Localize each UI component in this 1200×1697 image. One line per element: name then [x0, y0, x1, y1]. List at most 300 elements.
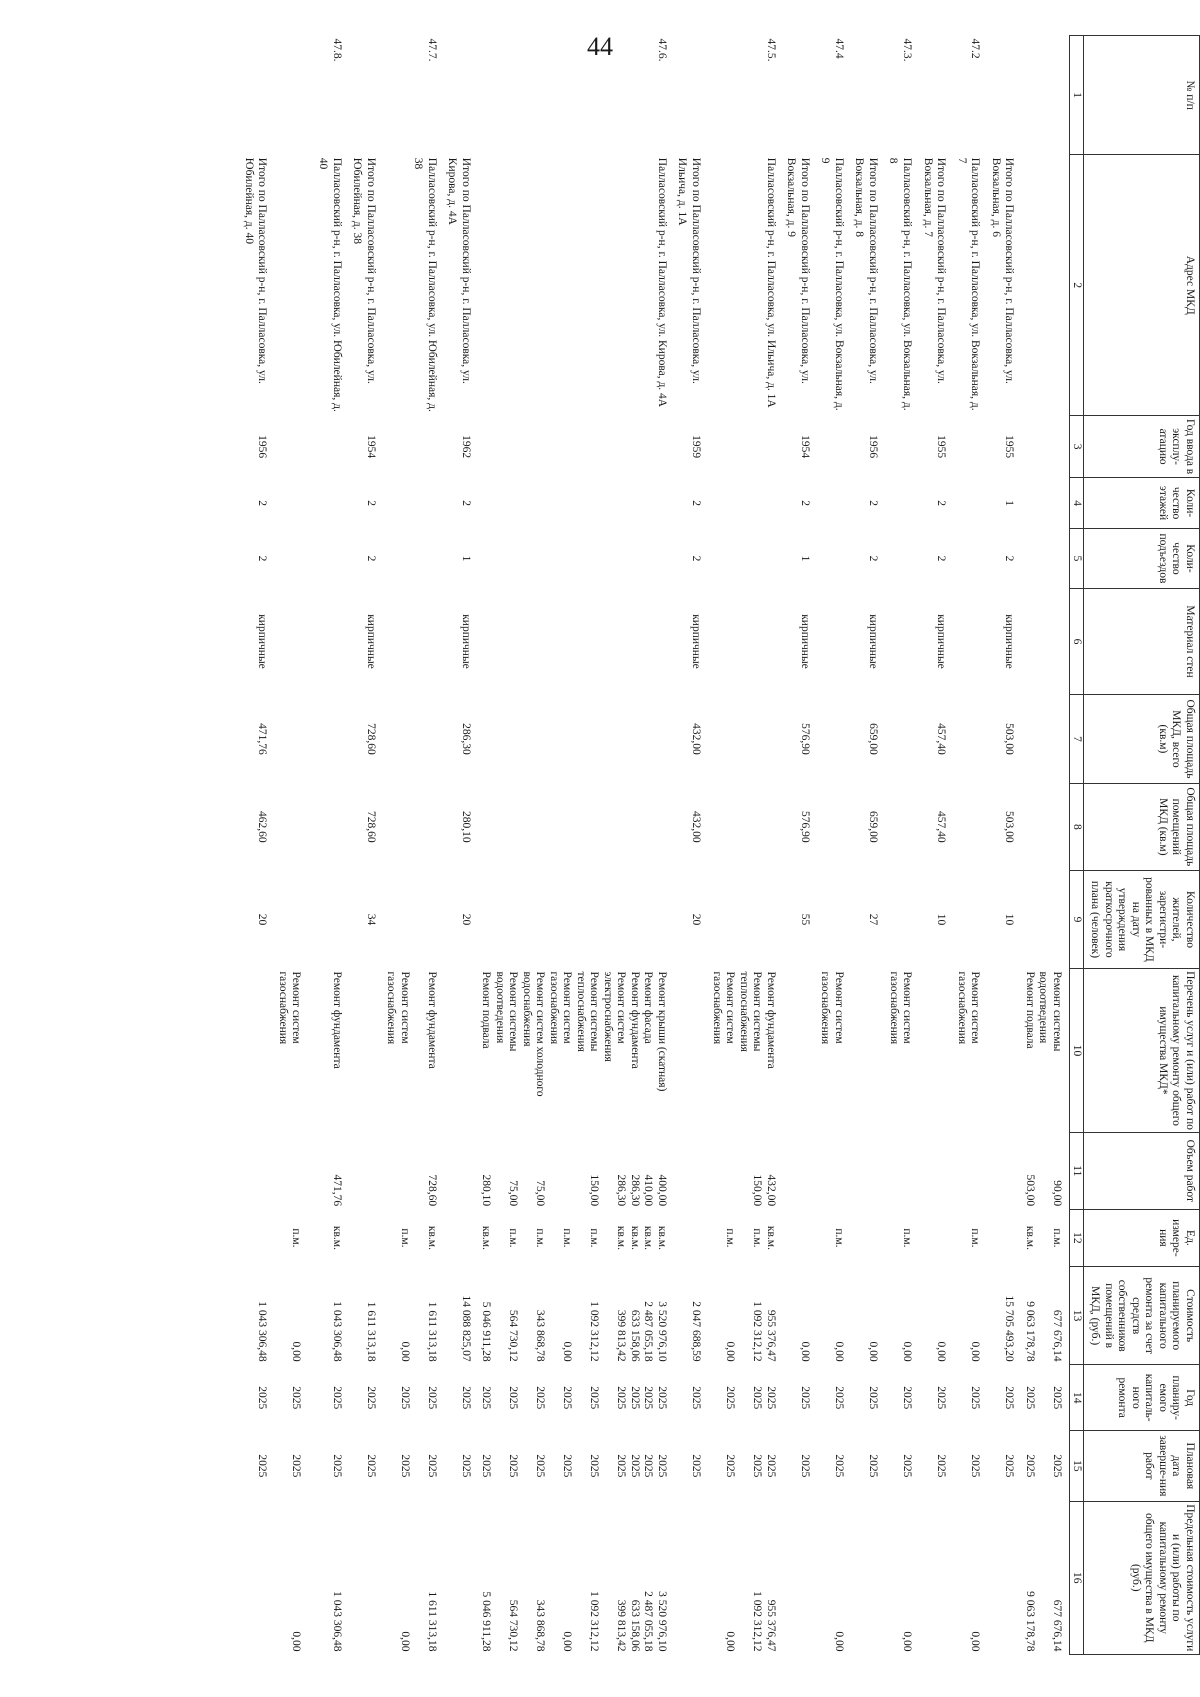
- header-cell: Общая площадь помещений МКД (кв.м): [1084, 783, 1200, 870]
- year-value: 2025: [588, 1386, 601, 1410]
- volume-list: [708, 1132, 783, 1209]
- unit-value: кв.м.: [425, 1225, 438, 1250]
- total-area: 503,00: [1003, 723, 1016, 755]
- plan-value: [302, 1434, 316, 1498]
- entrances-count: 1: [459, 555, 472, 562]
- header-cell: Количество жителей, зарегистри-рованных в МКД на дату утверждения краткосрочного плана (человек): [1084, 870, 1200, 968]
- work-item: Ремонт крыши (скатная): [655, 971, 668, 1092]
- row-number: 47.8.: [330, 38, 343, 62]
- volume-value: 150,00: [588, 1174, 601, 1207]
- total-row: [349, 36, 383, 1655]
- cost-value: 399 813,42: [615, 1309, 628, 1362]
- work-item: водоотведения: [1037, 971, 1050, 1044]
- repair-year: 2025: [1003, 1386, 1016, 1410]
- works-list: [274, 968, 349, 1132]
- year-value: [492, 1368, 506, 1428]
- year-value: 2025: [751, 1386, 764, 1410]
- volume-list: [274, 1132, 349, 1209]
- cost-value: 955 376,47: [764, 1309, 777, 1362]
- plan-value: 2025: [330, 1454, 343, 1478]
- unit-value: п.м.: [398, 1228, 411, 1248]
- entrances-count: 2: [866, 555, 879, 562]
- year-value: [302, 1368, 316, 1428]
- plan-value: 2025: [751, 1454, 764, 1478]
- year-value: 2025: [724, 1386, 737, 1410]
- volume-value: 410,00: [642, 1174, 655, 1207]
- year-value: 2025: [1023, 1386, 1036, 1410]
- floors-count: 2: [364, 500, 377, 506]
- limit-cost-list: [1021, 1501, 1069, 1655]
- planned-date: 2025: [935, 1454, 948, 1478]
- cost-value: [573, 1270, 587, 1362]
- volume-value: 75,00: [534, 1180, 547, 1207]
- row-number: 47.3.: [901, 38, 914, 62]
- header-cell: Стоимость планируемого капитального ремонта за счет средств собственников помещений в МКД, (руб.): [1084, 1267, 1200, 1365]
- total-label: Итого по Палласовский р-н, г. Палласовка, ул. Вокзальная, д. 7: [921, 157, 948, 384]
- commission-year: 1954: [364, 435, 377, 459]
- column-number: 12: [1069, 1209, 1084, 1267]
- repair-year-list: [478, 1365, 674, 1431]
- plan-value: 2025: [628, 1454, 641, 1478]
- cost-value: 9 063 178,78: [1023, 1301, 1036, 1362]
- year-value: 2025: [642, 1386, 655, 1410]
- unit-value: п.м.: [969, 1228, 982, 1248]
- unit-value: [736, 1212, 750, 1264]
- year-value: 2025: [655, 1386, 668, 1410]
- row-address: [1021, 155, 1069, 416]
- cost-value: 0,00: [969, 1341, 982, 1362]
- year-value: 2025: [615, 1386, 628, 1410]
- column-number: 16: [1069, 1501, 1084, 1655]
- unit-value: кв.м.: [330, 1225, 343, 1250]
- cost-value: [316, 1270, 330, 1362]
- premises-area: 728,60: [364, 811, 377, 843]
- work-item: водоснабжения: [520, 971, 533, 1047]
- cost-list: [478, 1267, 674, 1365]
- column-number-row: [1069, 36, 1084, 1655]
- commission-year: 1955: [935, 435, 948, 459]
- header-cell: Год ввода в эксплу-атацию: [1084, 416, 1200, 478]
- limit-value: 1 611 313,18: [425, 1591, 438, 1652]
- unit-value: п.м.: [832, 1228, 845, 1248]
- limit-value: 633 158,06: [628, 1599, 641, 1652]
- plan-value: 2025: [398, 1454, 411, 1478]
- total-cost: 0,00: [866, 1341, 879, 1362]
- header-cell: Ед. измере-ния: [1084, 1209, 1200, 1267]
- residents-count: 20: [690, 913, 703, 926]
- planned-date-list: [274, 1431, 349, 1501]
- limit-cost-list: [274, 1501, 349, 1655]
- year-value: 2025: [561, 1386, 574, 1410]
- planned-date-list: [478, 1431, 674, 1501]
- wall-material: кирпичные: [935, 614, 948, 669]
- plan-value: 2025: [764, 1454, 777, 1478]
- wall-material: кирпичные: [866, 614, 879, 669]
- unit-value: [600, 1212, 614, 1264]
- plan-value: 2025: [642, 1454, 655, 1478]
- cost-value: 1 611 313,18: [425, 1301, 438, 1362]
- plan-value: 2025: [290, 1454, 303, 1478]
- table-row: [953, 36, 987, 1655]
- table-row: [1021, 36, 1069, 1655]
- cost-value: 633 158,06: [628, 1309, 641, 1362]
- limit-value: 1 092 312,12: [751, 1591, 764, 1652]
- work-item: [302, 971, 316, 1129]
- unit-value: [1036, 1212, 1050, 1264]
- repair-year: 2025: [256, 1386, 269, 1410]
- work-item: Ремонт систем: [724, 971, 737, 1044]
- total-area: 286,30: [459, 723, 472, 755]
- cost-list: [953, 1267, 987, 1365]
- cost-list: [1021, 1267, 1069, 1365]
- repair-year-list: [708, 1365, 783, 1431]
- commission-year: 1959: [690, 435, 703, 459]
- wall-material: кирпичные: [1003, 614, 1016, 669]
- limit-value: 0,00: [398, 1631, 411, 1652]
- limit-value: 2 487 055,18: [642, 1591, 655, 1652]
- year-value: 2025: [330, 1386, 343, 1410]
- volume-value: 150,00: [751, 1174, 764, 1207]
- unit-list: [383, 1209, 444, 1267]
- planned-date: 2025: [459, 1454, 472, 1478]
- plan-value: 2025: [425, 1454, 438, 1478]
- planned-date: 2025: [256, 1454, 269, 1478]
- year-value: 2025: [1050, 1386, 1063, 1410]
- limit-value: 1 043 306,48: [330, 1591, 343, 1652]
- cost-value: 0,00: [724, 1341, 737, 1362]
- volume-list: [1021, 1132, 1069, 1209]
- total-row: [240, 36, 274, 1655]
- planned-date: 2025: [866, 1454, 879, 1478]
- column-number: 14: [1069, 1365, 1084, 1431]
- plan-value: 2025: [561, 1454, 574, 1478]
- repair-year-list: [383, 1365, 444, 1431]
- work-item: газоснабжения: [710, 971, 723, 1045]
- total-row: [919, 36, 953, 1655]
- volume-value: 75,00: [507, 1180, 520, 1207]
- work-item: Ремонт фундамента: [425, 971, 438, 1069]
- total-cost: 1 611 313,18: [364, 1301, 377, 1362]
- unit-value: п.м.: [751, 1228, 764, 1248]
- table-row: [274, 36, 349, 1655]
- year-value: [736, 1368, 750, 1428]
- wall-material: кирпичные: [256, 614, 269, 669]
- cost-value: [492, 1270, 506, 1362]
- total-row: [851, 36, 885, 1655]
- unit-value: кв.м.: [655, 1225, 668, 1250]
- year-value: [573, 1368, 587, 1428]
- volume-value: [573, 1135, 587, 1206]
- rotated-table-container: [70, 35, 1200, 1655]
- planned-date: 2025: [901, 1454, 914, 1478]
- planned-date-list: [383, 1431, 444, 1501]
- entrances-count: 2: [690, 555, 703, 562]
- limit-value: 0,00: [724, 1631, 737, 1652]
- premises-area: 659,00: [866, 811, 879, 843]
- plan-value: [1036, 1434, 1050, 1498]
- cost-value: [600, 1270, 614, 1362]
- floors-count: 2: [866, 500, 879, 506]
- work-item: Ремонт системы: [751, 971, 764, 1052]
- volume-value: [1036, 1135, 1050, 1206]
- row-number: 47.7.: [425, 38, 438, 62]
- entrances-count: 2: [1003, 555, 1016, 562]
- row-number: [1021, 36, 1069, 155]
- commission-year: 1956: [866, 435, 879, 459]
- unit-list: [708, 1209, 783, 1267]
- planned-date: 2025: [364, 1454, 377, 1478]
- unit-value: п.м.: [534, 1228, 547, 1248]
- plan-value: [492, 1434, 506, 1498]
- planned-date: 2025: [969, 1454, 982, 1478]
- work-item: Ремонт систем: [969, 971, 982, 1044]
- unit-value: п.м.: [901, 1228, 914, 1248]
- limit-value: [573, 1504, 587, 1652]
- cost-value: 1 092 312,12: [751, 1301, 764, 1362]
- limit-cost-list: [708, 1501, 783, 1655]
- total-row: [783, 36, 817, 1655]
- wall-material: кирпичные: [364, 614, 377, 669]
- plan-value: 2025: [724, 1454, 737, 1478]
- table-row: [817, 36, 851, 1655]
- year-value: [600, 1368, 614, 1428]
- repair-year-list: [1021, 1365, 1069, 1431]
- total-label: Итого по Палласовский р-н, г. Палласовка, ул. Вокзальная, д. 6: [989, 157, 1016, 384]
- limit-cost: 0,00: [832, 1631, 845, 1652]
- total-cost: 1 043 306,48: [256, 1301, 269, 1362]
- total-cost: 14 088 825,07: [459, 1295, 472, 1362]
- total-label: Итого по Палласовский р-н, г. Палласовка, ул. Ильича, д. 1А: [676, 157, 703, 384]
- total-label: Итого по Палласовский р-н, г. Палласовка, ул. Кирова, д. 4А: [446, 157, 472, 384]
- total-label: Итого по Палласовский р-н, г. Палласовка, ул. Вокзальная, д. 8: [853, 157, 879, 384]
- capital-repair-table: [240, 35, 1200, 1655]
- limit-value: 5 046 911,28: [480, 1591, 493, 1652]
- column-number: 4: [1069, 478, 1084, 529]
- total-row: [674, 36, 708, 1655]
- work-item: электроснабжения: [601, 971, 614, 1062]
- planned-date: 2025: [798, 1454, 811, 1478]
- cost-value: 2 487 055,18: [642, 1301, 655, 1362]
- cost-value: [411, 1270, 425, 1362]
- unit-value: кв.м.: [628, 1225, 641, 1250]
- year-value: 2025: [425, 1386, 438, 1410]
- cost-value: [546, 1270, 560, 1362]
- commission-year: 1956: [256, 435, 269, 459]
- year-value: 2025: [534, 1386, 547, 1410]
- works-list: [817, 968, 851, 1132]
- volume-value: [519, 1135, 533, 1206]
- cost-value: 1 092 312,12: [588, 1301, 601, 1362]
- header-cell: Адрес МКД: [1084, 155, 1200, 416]
- residents-count: 20: [459, 913, 472, 926]
- work-item: Ремонт фундамента: [628, 971, 641, 1069]
- unit-list: [478, 1209, 674, 1267]
- year-value: [1036, 1368, 1050, 1428]
- floors-count: 2: [256, 500, 269, 506]
- year-value: 2025: [480, 1386, 493, 1410]
- limit-value: [316, 1504, 330, 1652]
- unit-value: [302, 1212, 316, 1264]
- header-cell: Коли-чество подъездов: [1084, 529, 1200, 589]
- cost-value: 0,00: [901, 1341, 914, 1362]
- unit-value: п.м.: [507, 1228, 520, 1248]
- work-item: Ремонт систем: [290, 971, 303, 1044]
- repair-year: 2025: [364, 1386, 377, 1410]
- header-cell: Общая площадь МКД, всего (кв.м): [1084, 695, 1200, 783]
- row-address: Палласовский р-н, г. Палласовка, ул. Кирова, д. 4А: [655, 157, 668, 408]
- volume-value: [492, 1135, 506, 1206]
- unit-value: п.м.: [724, 1228, 737, 1248]
- work-item: Ремонт систем: [901, 971, 914, 1044]
- limit-value: 677 676,14: [1050, 1599, 1063, 1652]
- entrances-count: 1: [798, 555, 811, 562]
- work-item: газоснабжения: [276, 971, 289, 1045]
- row-address: Палласовский р-н, г. Палласовка, ул. Вокзальная, д. 7: [955, 157, 982, 411]
- works-list: [478, 968, 674, 1132]
- plan-value: [519, 1434, 533, 1498]
- unit-value: [411, 1212, 425, 1264]
- unit-value: кв.м.: [1023, 1225, 1036, 1250]
- limit-value: [411, 1504, 425, 1652]
- work-item: газоснабжения: [955, 971, 968, 1045]
- cost-list: [274, 1267, 349, 1365]
- unit-value: кв.м.: [764, 1225, 777, 1250]
- work-item: Ремонт систем: [561, 971, 574, 1044]
- plan-value: [736, 1434, 750, 1498]
- column-number: 5: [1069, 529, 1084, 589]
- work-item: Ремонт фундамента: [330, 971, 343, 1069]
- plan-value: 2025: [1050, 1454, 1063, 1478]
- limit-value: 564 730,12: [507, 1599, 520, 1652]
- cost-value: [519, 1270, 533, 1362]
- volume-value: [560, 1135, 574, 1206]
- year-value: [411, 1368, 425, 1428]
- unit-value: [519, 1212, 533, 1264]
- cost-value: 1 043 306,48: [330, 1301, 343, 1362]
- planned-date: 2025: [690, 1454, 703, 1478]
- cost-value: 343 868,78: [534, 1309, 547, 1362]
- column-number: 9: [1069, 870, 1084, 968]
- cost-value: 0,00: [290, 1341, 303, 1362]
- limit-value: 343 868,78: [534, 1599, 547, 1652]
- unit-value: [492, 1212, 506, 1264]
- cost-list: [817, 1267, 851, 1365]
- work-item: Ремонт систем: [832, 971, 845, 1044]
- header-cell: Коли-чество этажей: [1084, 478, 1200, 529]
- plan-value: [411, 1434, 425, 1498]
- year-value: 2025: [290, 1386, 303, 1410]
- header-cell: Перечень услуг и (или) работ по капитальному ремонту общего имущества МКД*: [1084, 968, 1200, 1132]
- plan-value: [316, 1434, 330, 1498]
- total-area: 432,00: [690, 723, 703, 755]
- commission-year: 1954: [798, 435, 811, 459]
- volume-value: 471,76: [330, 1174, 343, 1207]
- limit-value: 3 520 976,10: [655, 1591, 668, 1652]
- limit-value: [519, 1504, 533, 1652]
- floors-count: 2: [459, 500, 472, 506]
- work-item: Ремонт фундамента: [764, 971, 777, 1069]
- header-cell: Плановая дата заверше-ния работ: [1084, 1431, 1200, 1501]
- unit-value: п.м.: [561, 1228, 574, 1248]
- commission-year: 1955: [1003, 435, 1016, 459]
- column-number: 15: [1069, 1431, 1084, 1501]
- total-area: 457,40: [935, 723, 948, 755]
- unit-value: кв.м.: [642, 1225, 655, 1250]
- work-item: Ремонт подвала: [1023, 971, 1036, 1049]
- volume-value: 90,00: [1050, 1180, 1063, 1207]
- total-cost: 0,00: [798, 1341, 811, 1362]
- table-row: [885, 36, 919, 1655]
- works-list: [1021, 968, 1069, 1132]
- cost-list: [708, 1267, 783, 1365]
- header-cell: Материал стен: [1084, 588, 1200, 695]
- header-cell: Предельная стоимость услуги и (или) работы по капитальному ремонту общего имущества в МКД (руб.): [1084, 1501, 1200, 1655]
- commission-year: 1962: [459, 435, 472, 459]
- volume-value: 503,00: [1023, 1174, 1036, 1207]
- total-area: 728,60: [364, 723, 377, 755]
- works-list: [885, 968, 919, 1132]
- year-value: 2025: [628, 1386, 641, 1410]
- total-cost: 15 705 493,20: [1003, 1295, 1016, 1362]
- unit-list: [1021, 1209, 1069, 1267]
- plan-value: [546, 1434, 560, 1498]
- total-area: 576,90: [798, 723, 811, 755]
- total-cost: 0,00: [935, 1341, 948, 1362]
- row-address: Палласовский р-н, г. Палласовка, ул. Вокзальная, д. 8: [887, 157, 914, 411]
- limit-value: [492, 1504, 506, 1652]
- works-list: [708, 968, 783, 1132]
- volume-value: 728,60: [425, 1174, 438, 1207]
- work-item: Ремонт систем холодного: [534, 971, 547, 1097]
- limit-value: 955 376,47: [764, 1599, 777, 1652]
- cost-value: [736, 1270, 750, 1362]
- residents-count: 10: [1003, 913, 1016, 926]
- limit-value: 1 092 312,12: [588, 1591, 601, 1652]
- column-number: 1: [1069, 36, 1084, 155]
- plan-value: 2025: [1023, 1454, 1036, 1478]
- cost-value: 0,00: [561, 1341, 574, 1362]
- works-list: [953, 968, 987, 1132]
- floors-count: 2: [798, 500, 811, 506]
- table-row: [383, 36, 444, 1655]
- plan-value: 2025: [480, 1454, 493, 1478]
- limit-value: 0,00: [290, 1631, 303, 1652]
- entrances-count: 2: [935, 555, 948, 562]
- total-label: Итого по Палласовский р-н, г. Палласовка, ул. Юбилейная, д. 40: [242, 157, 269, 384]
- work-item: Ремонт подвала: [480, 971, 493, 1049]
- limit-value: 9 063 178,78: [1023, 1591, 1036, 1652]
- limit-value: [302, 1504, 316, 1652]
- limit-cost-list: [383, 1501, 444, 1655]
- unit-list: [274, 1209, 349, 1267]
- unit-value: [316, 1212, 330, 1264]
- unit-value: п.м.: [1050, 1228, 1063, 1248]
- premises-area: 432,00: [690, 811, 703, 843]
- plan-value: 2025: [507, 1454, 520, 1478]
- repair-year: 2025: [969, 1386, 982, 1410]
- residents-count: 34: [364, 913, 377, 926]
- limit-cost: 0,00: [969, 1631, 982, 1652]
- repair-year: 2025: [866, 1386, 879, 1410]
- work-item: [316, 971, 330, 1129]
- total-area: 659,00: [866, 723, 879, 755]
- plan-value: 2025: [655, 1454, 668, 1478]
- column-number: 3: [1069, 416, 1084, 478]
- cost-value: 0,00: [832, 1341, 845, 1362]
- premises-area: 457,40: [935, 811, 948, 843]
- volume-value: [546, 1135, 560, 1206]
- planned-date-list: [708, 1431, 783, 1501]
